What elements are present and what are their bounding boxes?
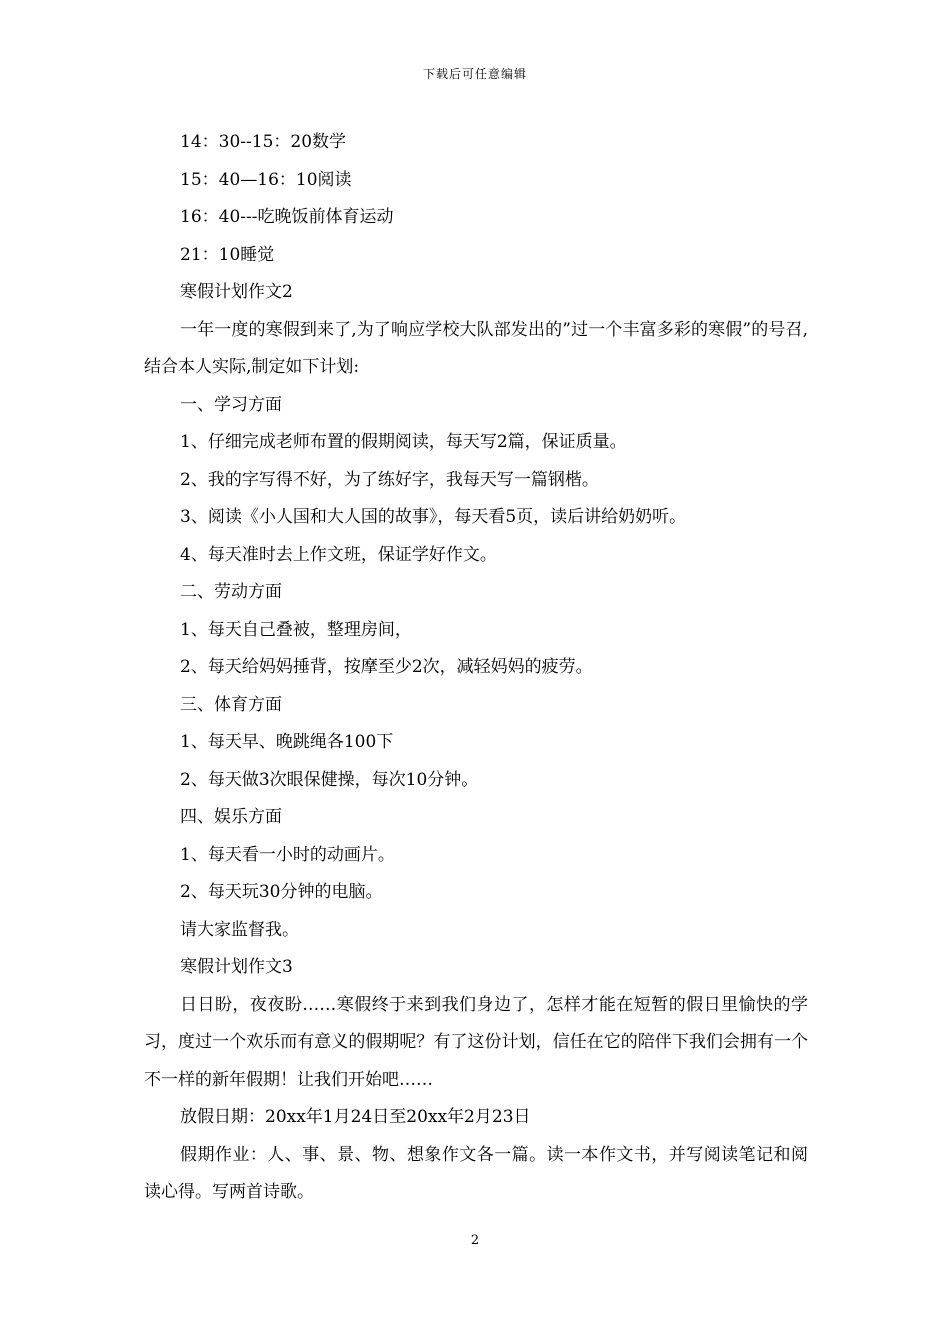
schedule-line: 16：40---吃晚饭前体育运动 (180, 207, 394, 227)
list-item: 1、仔细完成老师布置的假期阅读，每天写2篇，保证质量。 (180, 432, 627, 452)
schedule-line: 21：10睡觉 (180, 244, 275, 265)
body-line: 放假日期：20xx年1月24日至20xx年2月23日 (180, 1107, 531, 1127)
body-paragraph: 一年一度的寒假到来了,为了响应学校大队部发出的”过一个丰富多彩的寒假”的号召,结合本人实际,制定如下计划: (144, 319, 808, 377)
list-item: 1、每天自己叠被，整理房间， (180, 619, 412, 640)
document-body (144, 124, 808, 1212)
list-item: 2、每天玩30分钟的电脑。 (180, 882, 383, 902)
list-item: 1、每天看一小时的动画片。 (180, 844, 395, 865)
list-item: 2、每天做3次眼保健操，每次10分钟。 (180, 769, 479, 790)
page-header: 下载后可任意编辑 (422, 67, 527, 81)
section-title: 寒假计划作文2 (180, 282, 293, 302)
list-item: 2、每天给妈妈捶背，按摩至少2次，减轻妈妈的疲劳。 (180, 657, 593, 677)
body-paragraph: 日日盼，夜夜盼……寒假终于来到我们身边了，怎样才能在短暂的假日里愉快的学习，度过一个欢乐而有意义的假期呢？有了这份计划，信任在它的陪伴下我们会拥有一个不一样的新年假期！让我们开始吧…… (144, 994, 808, 1090)
subsection-heading: 二、劳动方面 (180, 582, 282, 602)
subsection-heading: 一、学习方面 (180, 394, 282, 415)
page-number: 2 (470, 1233, 480, 1248)
body-line: 请大家监督我。 (180, 919, 299, 940)
list-item: 4、每天准时去上作文班，保证学好作文。 (180, 544, 497, 565)
schedule-line: 14：30--15：20数学 (180, 132, 347, 152)
list-item: 1、每天早、晚跳绳各100下 (180, 732, 394, 752)
list-item: 3、阅读《小人国和大人国的故事》，每天看5页，读后讲给奶奶听。 (180, 507, 687, 527)
section-title: 寒假计划作文3 (180, 957, 293, 977)
schedule-line: 15：40—16：10阅读 (180, 169, 352, 190)
body-paragraph: 假期作业：人、事、景、物、想象作文各一篇。读一本作文书，并写阅读笔记和阅读心得。写两首诗歌。 (144, 1144, 808, 1202)
subsection-heading: 四、娱乐方面 (180, 807, 282, 827)
subsection-heading: 三、体育方面 (180, 694, 282, 715)
list-item: 2、我的字写得不好，为了练好字，我每天写一篇钢楷。 (180, 469, 599, 490)
